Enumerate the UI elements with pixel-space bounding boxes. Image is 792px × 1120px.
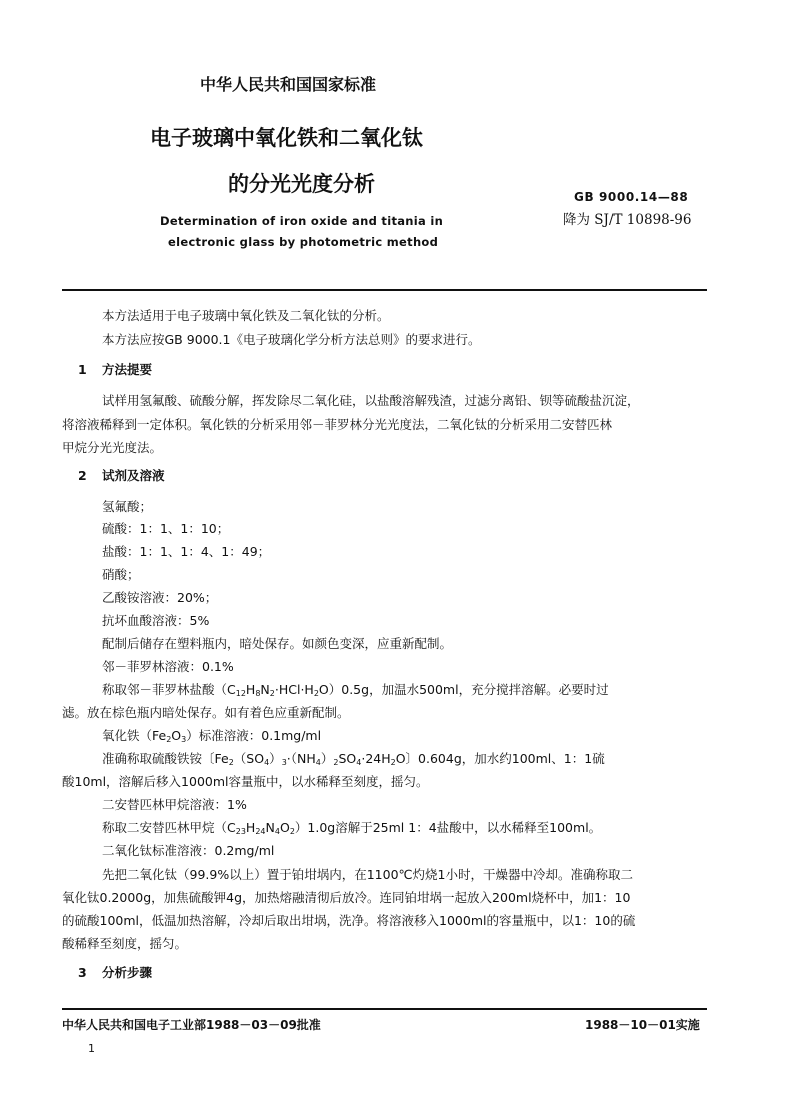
fe-prep-c: ） bbox=[269, 751, 282, 766]
reagent-hf: 氢氟酸； bbox=[102, 499, 153, 514]
fe-prep-sub-3: 3 bbox=[281, 758, 287, 767]
dam-text-c: N bbox=[265, 820, 275, 835]
reagent-phenanthroline: 邻－菲罗林溶液：0.1% bbox=[102, 659, 234, 674]
iron-standard-prep-line2: 酸10ml，溶解后移入1000ml容量瓶中，以水稀释至刻度，摇匀。 bbox=[62, 774, 429, 789]
dam-text-a: 称取二安替匹林甲烷（C bbox=[102, 820, 236, 835]
ascorbic-storage-note: 配制后储存在塑料瓶内，暗处保存。如颜色变深，应重新配制。 bbox=[102, 636, 453, 651]
approval-line: 中华人民共和国电子工业部1988－03－09批准 bbox=[62, 1018, 321, 1032]
reagent-h2so4: 硫酸：1：1、1：10； bbox=[102, 521, 230, 536]
document-title-line1: 电子玻璃中氧化铁和二氧化钛 bbox=[150, 126, 423, 150]
phen-text-a: 称取邻－菲罗林盐酸（C bbox=[102, 682, 236, 697]
fe-prep-h: O〕0.604g，加水约100ml、1：1硫 bbox=[395, 751, 605, 766]
fe-prep-sub-1: 2 bbox=[228, 758, 234, 767]
fe-prep-sub-5: 2 bbox=[333, 758, 339, 767]
fe-prep-b: （SO bbox=[233, 751, 265, 766]
dam-sub-2: 24 bbox=[255, 827, 266, 836]
fe-title-c: ）标准溶液：0.1mg/ml bbox=[186, 728, 322, 743]
phen-text-e: O）0.5g，加温水500ml，充分搅拌溶解。必要时过 bbox=[318, 682, 609, 697]
phen-sub-2: 8 bbox=[255, 689, 261, 698]
phen-sub-3: 2 bbox=[269, 689, 275, 698]
reagent-hcl: 盐酸：1：1、1：4、1：49； bbox=[102, 544, 271, 559]
fe-prep-sub-4: 4 bbox=[315, 758, 321, 767]
fe-prep-a: 准确称取硫酸铁铵〔Fe bbox=[102, 751, 229, 766]
fe-prep-sub-6: 4 bbox=[356, 758, 362, 767]
section1-paragraph-line3: 甲烷分光光度法。 bbox=[62, 440, 163, 455]
intro-reference: 本方法应按GB 9000.1《电子玻璃化学分析方法总则》的要求进行。 bbox=[102, 332, 481, 347]
section1-paragraph-line2: 将溶液稀释到一定体积。氧化铁的分析采用邻－菲罗林分光光度法，二氧化钛的分析采用二安替匹林 bbox=[62, 417, 613, 432]
reagent-iron-oxide-standard bbox=[102, 725, 321, 750]
section2-title: 试剂及溶液 bbox=[102, 468, 165, 483]
phenanthroline-prep-line1 bbox=[102, 679, 609, 704]
reagent-titania-standard: 二氧化钛标准溶液：0.2mg/ml bbox=[102, 843, 275, 858]
national-standard-heading: 中华人民共和国国家标准 bbox=[200, 75, 377, 94]
fe-prep-sub-2: 4 bbox=[264, 758, 270, 767]
section1-paragraph-line1: 试样用氢氟酸、硫酸分解，挥发除尽二氧化硅，以盐酸溶解残渣，过滤分离铅、钡等硫酸盐沉淀， bbox=[102, 393, 640, 408]
fe-title-b: O bbox=[171, 728, 182, 743]
implementation-date: 1988－10－01实施 bbox=[585, 1018, 700, 1032]
phen-text-b: H bbox=[245, 682, 256, 697]
fe-prep-e: ） bbox=[320, 751, 334, 766]
downgrade-note: 降为 SJ/T 10898-96 bbox=[563, 212, 692, 228]
titania-prep-line1: 先把二氧化钛（99.9%以上）置于铂坩埚内，在1100℃灼烧1小时，干燥器中冷却。准确称取二 bbox=[102, 867, 634, 882]
phen-text-d: ·HCl·H bbox=[274, 682, 314, 697]
titania-prep-line4: 酸稀释至刻度，摇匀。 bbox=[62, 936, 188, 951]
dam-sub-3: 4 bbox=[274, 827, 280, 836]
english-title-line2: electronic glass by photometric method bbox=[168, 235, 439, 249]
phen-sub-1: 12 bbox=[235, 689, 246, 698]
fe-prep-d: ·（NH bbox=[286, 751, 316, 766]
dam-text-d: O bbox=[279, 820, 290, 835]
section2-number: 2 bbox=[78, 468, 87, 483]
phen-text-c: N bbox=[260, 682, 270, 697]
section3-title: 分析步骤 bbox=[102, 965, 153, 980]
header-divider bbox=[62, 289, 707, 291]
reagent-ammonium-acetate: 乙酸铵溶液：20%； bbox=[102, 590, 218, 605]
gb-number: GB 9000.14—88 bbox=[574, 190, 689, 204]
dam-sub-1: 23 bbox=[235, 827, 246, 836]
titania-prep-line2: 氧化钛0.2000g，加焦硫酸钾4g，加热熔融清彻后放冷。连同铂坩埚一起放入200ml烧杯中，加1：10 bbox=[62, 890, 631, 905]
fe-prep-sub-7: 2 bbox=[390, 758, 396, 767]
fe-title-sub-1: 2 bbox=[166, 735, 172, 744]
iron-standard-prep-line1 bbox=[102, 748, 605, 773]
reagent-ascorbic-acid: 抗坏血酸溶液：5% bbox=[102, 613, 210, 628]
english-title-line1: Determination of iron oxide and titania in bbox=[160, 214, 444, 228]
section3-number: 3 bbox=[78, 965, 87, 980]
dam-text-b: H bbox=[245, 820, 256, 835]
fe-prep-g: ·24H bbox=[361, 751, 391, 766]
reagent-diantipyrylmethane: 二安替匹林甲烷溶液：1% bbox=[102, 797, 247, 812]
section1-title: 方法提要 bbox=[102, 362, 153, 377]
document-title-line2: 的分光光度分析 bbox=[228, 172, 375, 196]
dam-sub-4: 2 bbox=[289, 827, 295, 836]
fe-prep-f: SO bbox=[338, 751, 357, 766]
intro-scope: 本方法适用于电子玻璃中氧化铁及二氧化钛的分析。 bbox=[102, 308, 390, 323]
dam-text-e: ）1.0g溶解于25ml 1：4盐酸中，以水稀释至100ml。 bbox=[294, 820, 602, 835]
phen-sub-4: 2 bbox=[313, 689, 319, 698]
reagent-hno3: 硝酸； bbox=[102, 567, 140, 582]
phenanthroline-prep-line2: 滤。放在棕色瓶内暗处保存。如有着色应重新配制。 bbox=[62, 705, 350, 720]
page-number: 1 bbox=[88, 1042, 95, 1055]
footer-divider bbox=[62, 1008, 707, 1010]
section1-number: 1 bbox=[78, 362, 87, 377]
titania-prep-line3: 的硫酸100ml，低温加热溶解，冷却后取出坩埚，洗净。将溶液移入1000ml的容量瓶中，以1：10的硫 bbox=[62, 913, 636, 928]
fe-title-a: 氧化铁（Fe bbox=[102, 728, 167, 743]
diantipyrylmethane-prep bbox=[102, 817, 601, 842]
fe-title-sub-2: 3 bbox=[181, 735, 187, 744]
